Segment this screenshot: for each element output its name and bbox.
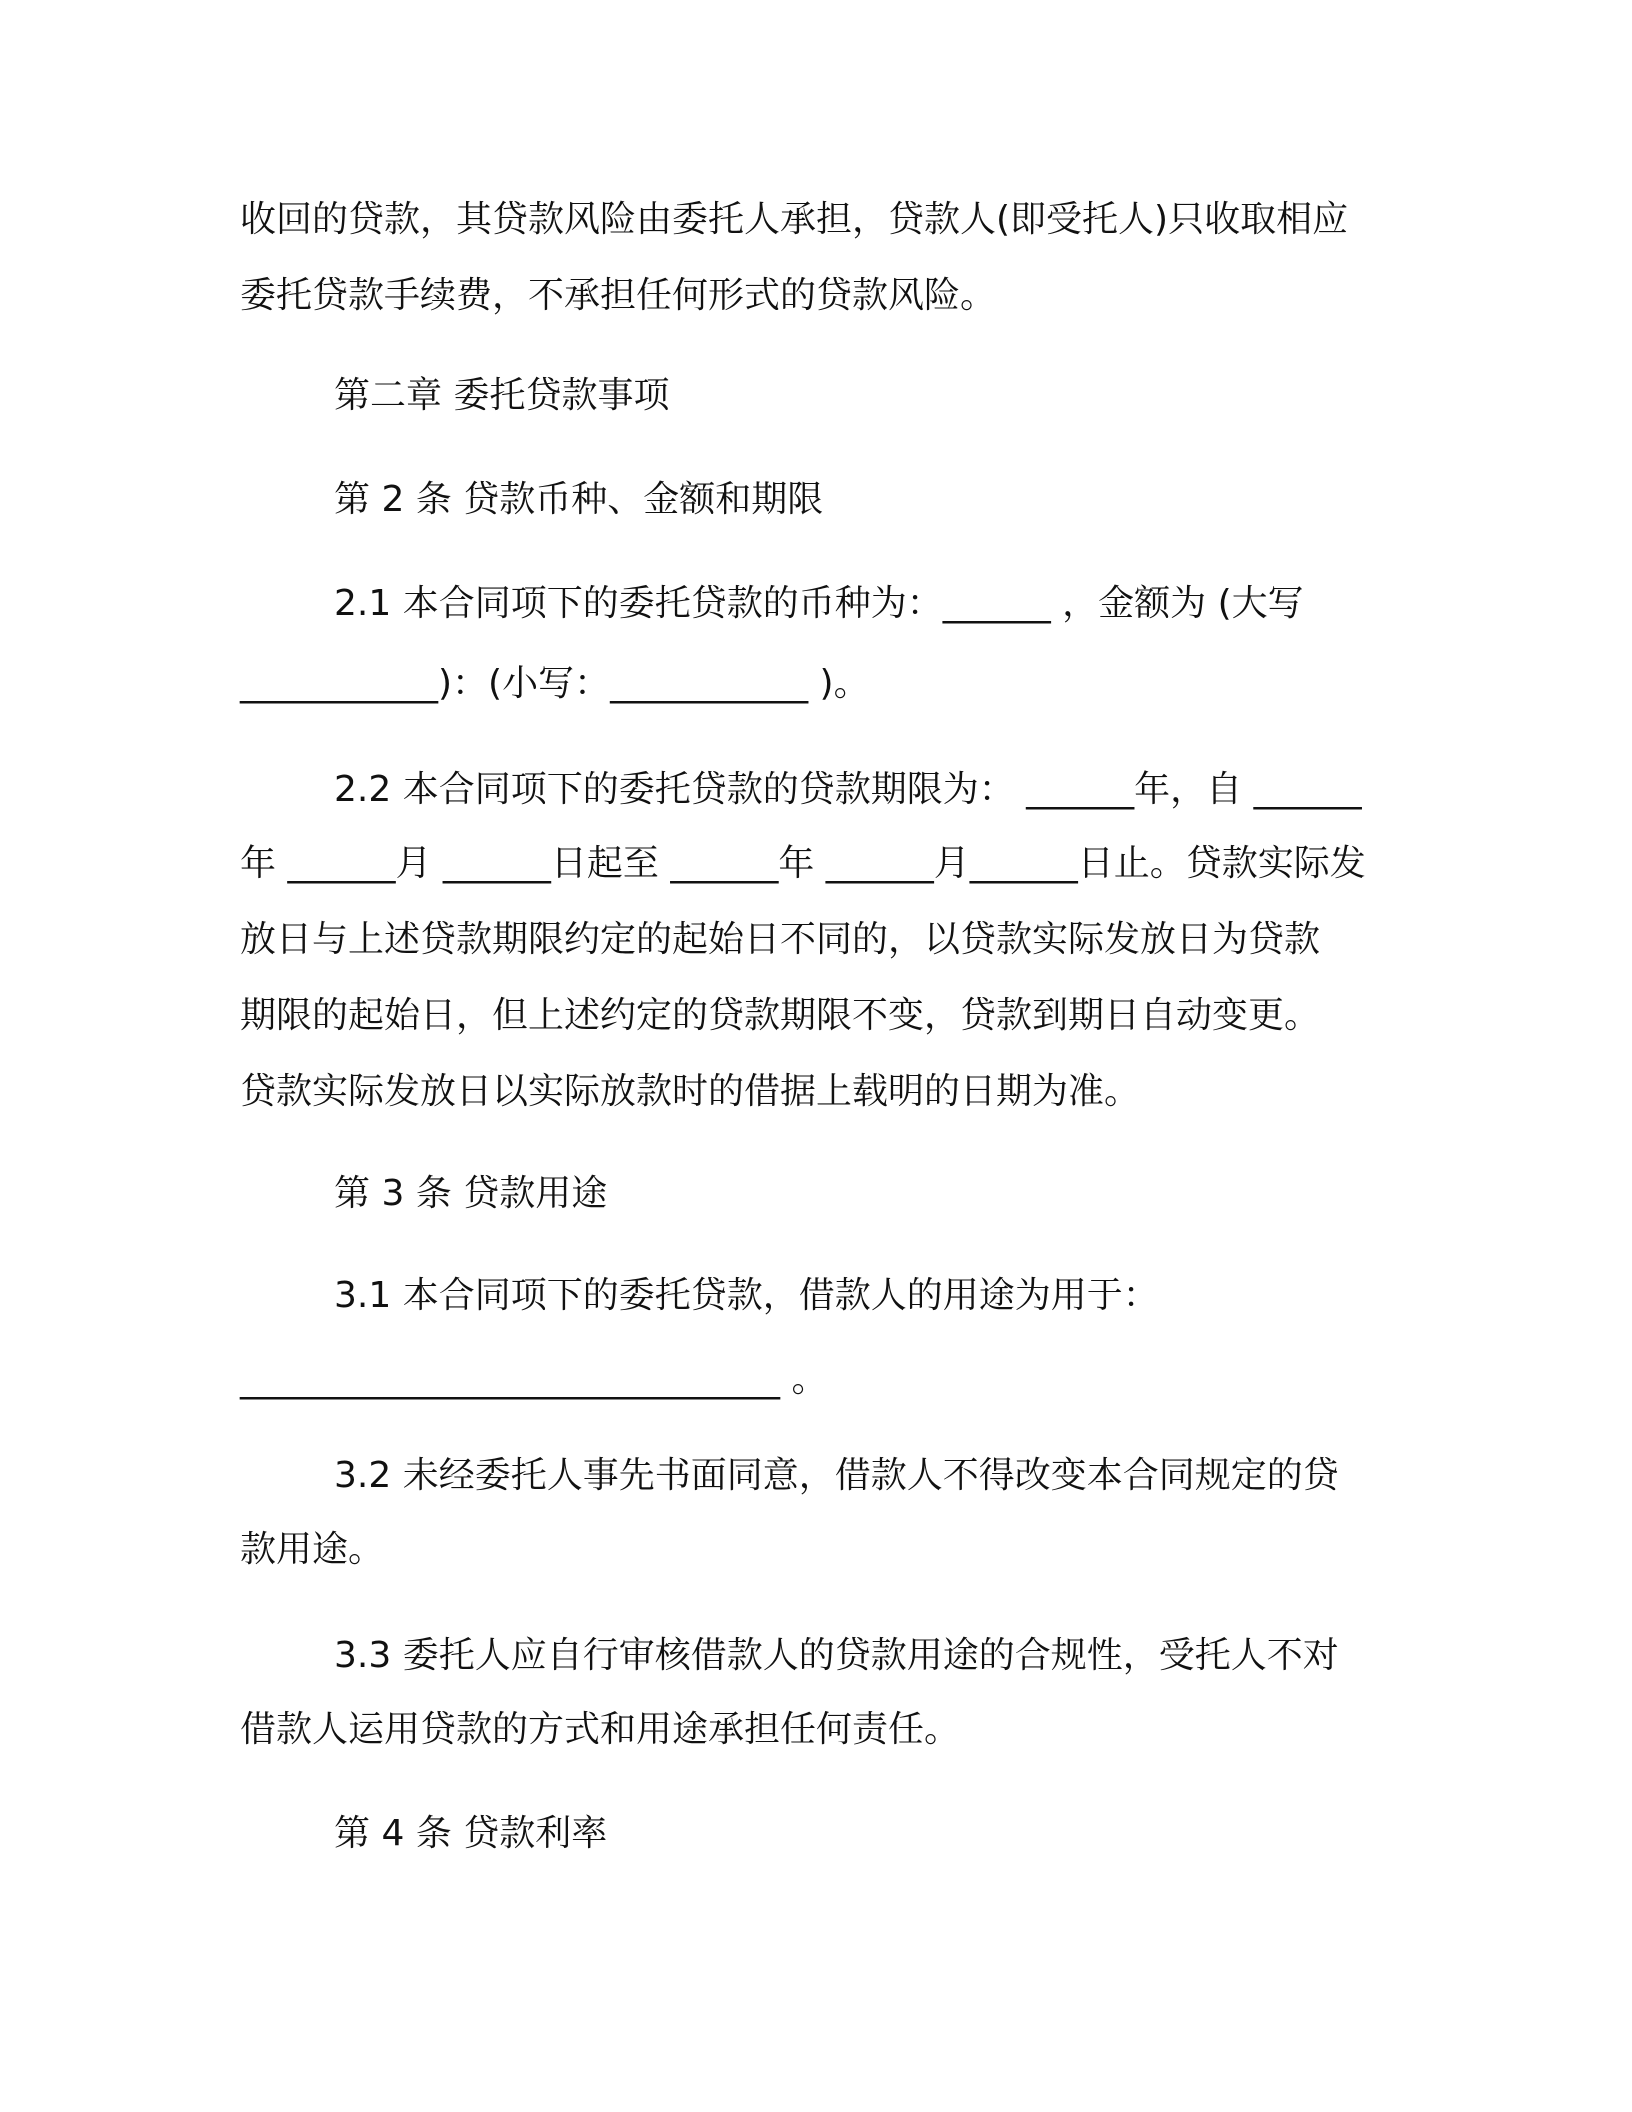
paragraph-line: 3.1 本合同项下的委托贷款，借款人的用途为用于：: [334, 1275, 1159, 1316]
paragraph-line: 款用途。: [240, 1529, 385, 1570]
paragraph-line: 放日与上述贷款期限约定的起始日不同的，以贷款实际发放日为贷款: [240, 919, 1321, 960]
paragraph-line: 2.2 本合同项下的委托贷款的贷款期限为： ______年，自 ______: [334, 769, 1362, 810]
chapter-heading: 第二章 委托贷款事项: [334, 375, 670, 416]
article-heading: 第 3 条 贷款用途: [334, 1173, 608, 1214]
paragraph-line: 3.3 委托人应自行审核借款人的贷款用途的合规性，受托人不对: [334, 1635, 1339, 1676]
article-heading: 第 4 条 贷款利率: [334, 1813, 608, 1854]
article-heading: 第 2 条 贷款币种、金额和期限: [334, 479, 824, 520]
paragraph-line: 贷款实际发放日以实际放款时的借据上载明的日期为准。: [240, 1071, 1141, 1112]
paragraph-line: 2.1 本合同项下的委托贷款的币种为：______ ，金额为 (大写: [334, 583, 1304, 624]
paragraph-line: ______________________________ 。: [240, 1359, 828, 1400]
paragraph-line: 期限的起始日，但上述约定的贷款期限不变，贷款到期日自动变更。: [240, 995, 1321, 1036]
paragraph-line: 收回的贷款，其贷款风险由委托人承担，贷款人(即受托人)只收取相应: [240, 199, 1349, 240]
paragraph-line: 年 ______月 ______日起至 ______年 ______月______日止。贷款实际发: [240, 843, 1366, 884]
paragraph-line: 委托贷款手续费，不承担任何形式的贷款风险。: [240, 275, 997, 316]
paragraph-line: 3.2 未经委托人事先书面同意，借款人不得改变本合同规定的贷: [334, 1455, 1339, 1496]
paragraph-line: 借款人运用贷款的方式和用途承担任何责任。: [240, 1709, 961, 1750]
paragraph-line: ___________)：(小写：___________ )。: [240, 663, 870, 704]
